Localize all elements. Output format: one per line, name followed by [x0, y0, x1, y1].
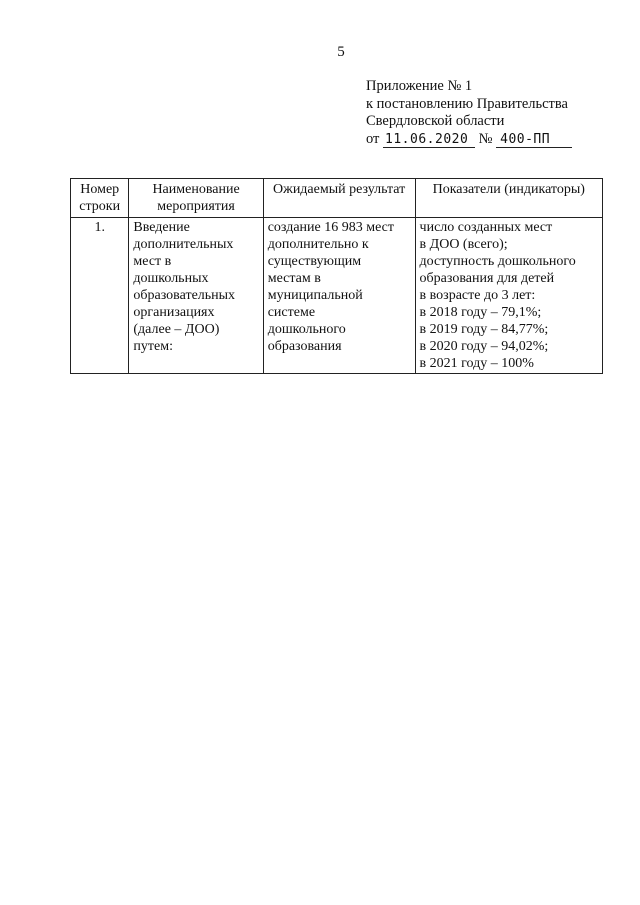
- header-text: мероприятия: [157, 199, 235, 214]
- header-text: Ожидаемый: [273, 182, 346, 197]
- header-text: Номер: [80, 182, 120, 197]
- cell-text: организациях: [133, 305, 215, 320]
- appendix-header: [366, 78, 572, 148]
- appendix-date-number-line: [366, 131, 572, 149]
- cell-text: системе: [267, 305, 316, 320]
- decree-date: 11.06.2020: [383, 133, 475, 148]
- cell-text: число созданных мест: [419, 220, 553, 235]
- cell-text: в 2019 году – 84,77%;: [419, 322, 549, 337]
- measures-table: [70, 178, 603, 374]
- cell-text: образования для детей: [419, 271, 555, 286]
- cell-text: дошкольных: [133, 271, 209, 286]
- cell-text: создание 16 983 мест: [267, 220, 394, 235]
- header-measure-name: [129, 179, 263, 218]
- indicators-cell: [415, 218, 602, 374]
- cell-text: в ДОО (всего);: [419, 237, 508, 252]
- row-number-cell: 1.: [71, 218, 129, 374]
- cell-text: дошкольного: [267, 322, 346, 337]
- header-row-number: [71, 179, 129, 218]
- cell-text: образования: [267, 339, 342, 354]
- header-text: результат: [349, 182, 406, 197]
- cell-text: муниципальной: [267, 288, 363, 303]
- header-text: Показатели (индикаторы): [432, 182, 585, 197]
- cell-text: в 2020 году – 94,02%;: [419, 339, 549, 354]
- date-prefix: от: [366, 130, 380, 147]
- cell-text: существующим: [267, 254, 362, 269]
- cell-text: дополнительных: [133, 237, 234, 252]
- header-text: Наименование: [152, 182, 240, 197]
- header-expected-result: [263, 179, 415, 218]
- cell-text: местам в: [267, 271, 321, 286]
- cell-text: мест в: [133, 254, 172, 269]
- table-header-row: [71, 179, 603, 218]
- cell-text: дополнительно к: [267, 237, 369, 252]
- expected-result-cell: [263, 218, 415, 374]
- measure-name-cell: [129, 218, 263, 374]
- header-text: строки: [79, 199, 121, 214]
- decree-number: 400-ПП: [496, 133, 572, 148]
- cell-text: в возрасте до 3 лет:: [419, 288, 536, 303]
- cell-text: в 2018 году – 79,1%;: [419, 305, 542, 320]
- appendix-decree-line: к постановлению Правительства: [366, 95, 568, 112]
- header-indicators: [415, 179, 602, 218]
- cell-text: доступность дошкольного: [419, 254, 576, 269]
- table-row: [71, 218, 603, 374]
- page-number: 5: [337, 44, 345, 60]
- appendix-region-line: Свердловской области: [366, 113, 505, 129]
- cell-text: образовательных: [133, 288, 236, 303]
- cell-text: Введение: [133, 220, 190, 235]
- cell-text: (далее – ДОО): [133, 322, 220, 337]
- cell-text: в 2021 году – 100%: [419, 356, 534, 371]
- cell-text: путем:: [133, 339, 173, 354]
- appendix-title: Приложение № 1: [366, 78, 473, 94]
- number-prefix: №: [478, 130, 493, 147]
